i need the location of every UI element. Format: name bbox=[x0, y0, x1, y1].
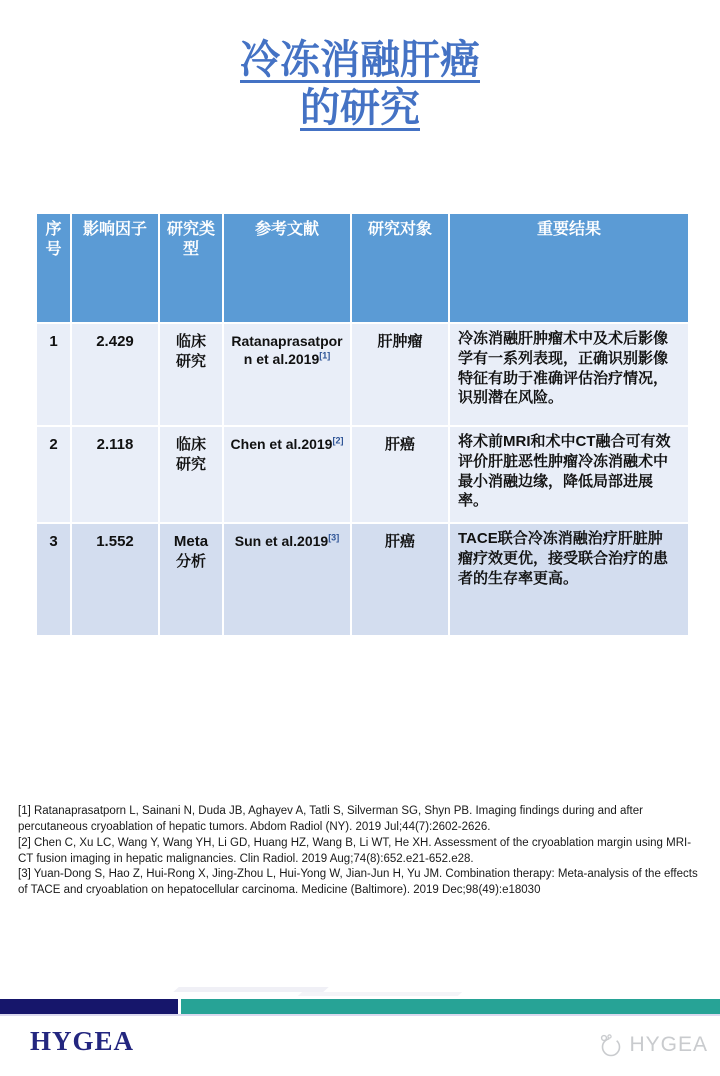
study-table bbox=[35, 212, 690, 637]
title-line-1: 冷冻消融肝癌 bbox=[240, 38, 480, 82]
table-row bbox=[36, 426, 689, 523]
col-header-study-type: 研究类型 bbox=[159, 213, 223, 323]
cell-reference bbox=[223, 523, 351, 636]
footnote-2: [2] Chen C, Xu LC, Wang Y, Wang YH, Li GD, Huang HZ, Wang B, Li WT, He XH. Assessment of the cryoablation margin using MRI-CT fusion imaging in hepatic malignancies. Clin Radiol. 2019 Aug;74(8):652.e21-652.e28. bbox=[18, 836, 692, 865]
table-header-row bbox=[36, 213, 689, 323]
footnote-3: [3] Yuan-Dong S, Hao Z, Hui-Rong X, Jing-Zhou L, Hui-Yong W, Jian-Jun H, Yu JM. Combination therapy: Meta-analysis of the effects of TACE and cryoablation on hepatocellular carcinoma. Medicine (Baltimore). 2019 Dec;98(49):e18030 bbox=[18, 868, 698, 897]
study-table-container bbox=[35, 212, 688, 637]
col-header-no: 序号 bbox=[36, 213, 71, 323]
cell-impact-factor: 2.429 bbox=[71, 323, 159, 426]
cell-impact-factor: 1.552 bbox=[71, 523, 159, 636]
cell-no: 1 bbox=[36, 323, 71, 426]
cell-reference bbox=[223, 323, 351, 426]
footnotes bbox=[18, 804, 706, 899]
decorative-streak bbox=[298, 992, 462, 996]
cell-study-type: 临床研究 bbox=[159, 426, 223, 523]
cell-study-type: 临床研究 bbox=[159, 323, 223, 426]
footer-bar-teal-segment bbox=[181, 999, 720, 1014]
cell-study-object: 肝癌 bbox=[351, 523, 449, 636]
cell-study-type: Meta分析 bbox=[159, 523, 223, 636]
cell-key-result: 将术前MRI和术中CT融合可有效评价肝脏恶性肿瘤冷冻消融术中最小消融边缘，降低局部进展率。 bbox=[449, 426, 689, 523]
col-header-reference: 参考文献 bbox=[223, 213, 351, 323]
footer-bar-navy-segment bbox=[0, 999, 178, 1014]
cell-study-object: 肝癌 bbox=[351, 426, 449, 523]
cell-study-object: 肝肿瘤 bbox=[351, 323, 449, 426]
hygea-watermark bbox=[597, 1032, 708, 1058]
cell-impact-factor: 2.118 bbox=[71, 426, 159, 523]
reference-text: Ratanaprasatporn et al.2019 bbox=[231, 333, 343, 368]
cell-no: 3 bbox=[36, 523, 71, 636]
footer-bar bbox=[0, 999, 720, 1016]
reference-text: Sun et al.2019 bbox=[234, 533, 329, 549]
table-row bbox=[36, 323, 689, 426]
table-row bbox=[36, 523, 689, 636]
reference-superscript: [2] bbox=[332, 435, 344, 446]
footnote-1: [1] Ratanaprasatporn L, Sainani N, Duda JB, Aghayev A, Tatli S, Silverman SG, Shyn PB. Imaging findings during and after percutaneous cryoablation of hepatic tumors. Abdom Radiol (NY). 2019 Jul;44(7):2602-2626. bbox=[18, 805, 643, 833]
cell-reference bbox=[223, 426, 351, 523]
page-title bbox=[0, 36, 720, 132]
cell-key-result: 冷冻消融肝肿瘤术中及术后影像学有一系列表现，正确识别影像特征有助于准确评估治疗情况，识别潜在风险。 bbox=[449, 323, 689, 426]
reference-text: Chen et al.2019 bbox=[230, 436, 333, 452]
reference-superscript: [1] bbox=[319, 350, 331, 361]
col-header-key-result: 重要结果 bbox=[449, 213, 689, 323]
slide bbox=[0, 36, 720, 1056]
hygea-logo: HYGEA bbox=[30, 1026, 135, 1056]
bird-circle-icon bbox=[597, 1032, 623, 1058]
cell-no: 2 bbox=[36, 426, 71, 523]
title-line-2: 的研究 bbox=[300, 86, 420, 130]
cell-key-result: TACE联合冷冻消融治疗肝脏肿瘤疗效更优，接受联合治疗的患者的生存率更高。 bbox=[449, 523, 689, 636]
col-header-impact-factor: 影响因子 bbox=[71, 213, 159, 323]
reference-superscript: [3] bbox=[328, 532, 340, 543]
hygea-watermark-text: HYGEA bbox=[629, 1033, 708, 1056]
col-header-study-object: 研究对象 bbox=[351, 213, 449, 323]
